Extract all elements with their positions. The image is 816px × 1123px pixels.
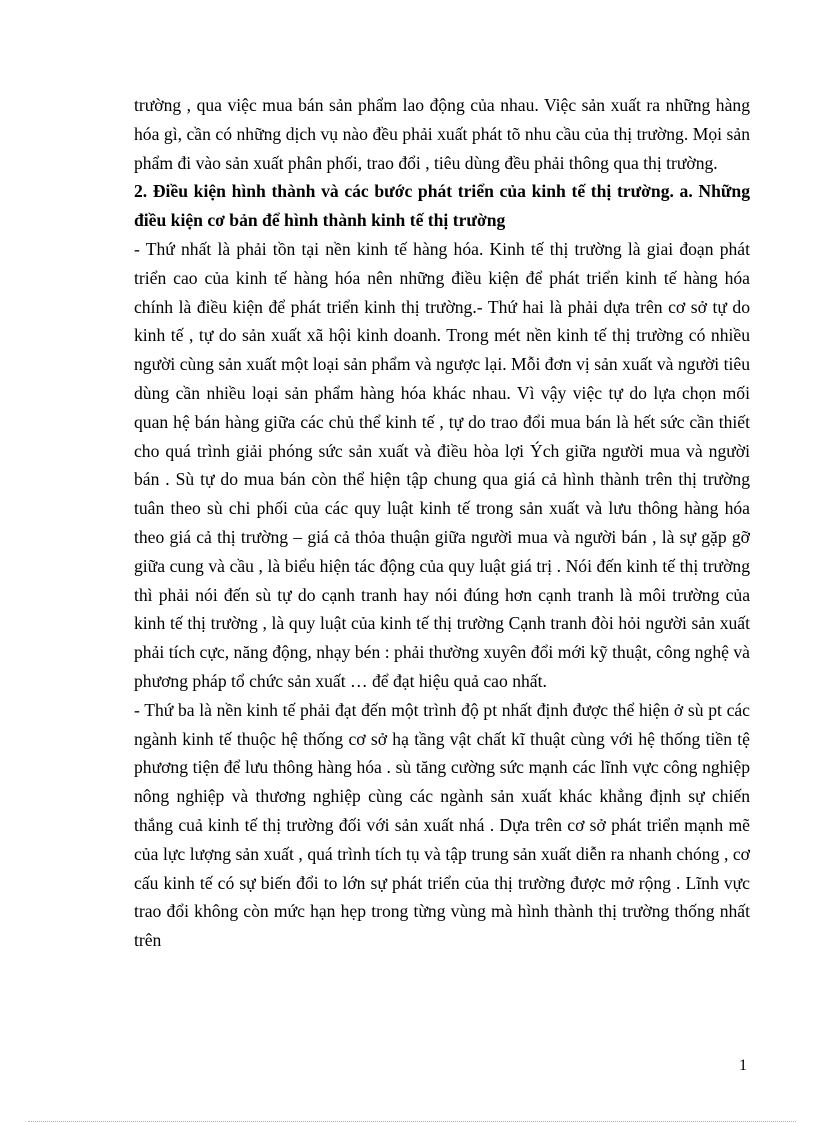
paragraph-condition-3: - Thứ ba là nền kinh tế phải đạt đến một trình độ pt nhất định được thể hiện ở sù pt các ngành kinh tế thuộc hệ thống cơ sở hạ tầng vật chất kĩ thuật cùng với hệ thống tiền tệ phương tiện để lưu thông hàng hóa . sù tăng cường sức mạnh các lĩnh vực công nghiệp nông nghiệp và thương nghiệp cùng các ngành sản xuất khác khẳng định sự chiến thắng cuả kinh tế thị trường đối với sản xuất nhá . Dựa trên cơ sở phát triển mạnh mẽ của lực lượng sản xuất , quá trình tích tụ và tập trung sản xuất diễn ra nhanh chóng , cơ cấu kinh tế có sự biến đổi to lớn sự phát triển của thị trường được mở rộng . Lĩnh vực trao đổi không còn mức hạn hẹp trong từng vùng mà hình thành thị trường thống nhất trên xyxy=(134,699,750,951)
paragraph-intro: trường , qua việc mua bán sản phẩm lao động của nhau. Việc sản xuất ra những hàng hóa gì, cần có những dịch vụ nào đều phải xuất phát tõ nhu cầu của thị trường. Mọi sản phẩm đi vào sản xuất phân phối, trao đổi , tiêu dùng đều phải thông qua thị trường. xyxy=(134,95,750,173)
page-content xyxy=(134,91,750,955)
page-number: 1 xyxy=(739,1057,747,1074)
section-heading: 2. Điều kiện hình thành và các bước phát triển của kinh tế thị trường. a. Những điều kiện cơ bản để hình thành kinh tế thị trường xyxy=(134,181,750,231)
page-bottom-divider xyxy=(28,1121,796,1122)
paragraph-condition-1-2: - Thứ nhất là phải tồn tại nền kinh tế hàng hóa. Kinh tế thị trường là giai đoạn phát triển cao của kinh tế hàng hóa nên những điều kiện để phát triển kinh tế hàng hóa chính là điều kiện để phát triển kinh thị trường.- Thứ hai là phải dựa trên cơ sở tự do kinh tế , tự do sản xuất xã hội kinh doanh. Trong mét nền kinh tế thị trường có nhiều người cùng sản xuất một loại sản phẩm và ngược lại. Mỗi đơn vị sản xuất và người tiêu dùng cần nhiều loại sản phẩm hàng hóa khác nhau. Vì vậy việc tự do lựa chọn mối quan hệ bán hàng giữa các chủ thể kinh tế , tự do trao đổi mua bán là hết sức cần thiết cho quá trình giải phóng sức sản xuất và điều hòa lợi Ých giữa người mua và người bán . Sù tự do mua bán còn thể hiện tập chung qua giá cả hình thành trên thị trường tuân theo sù chi phối của các quy luật kinh tế trong sản xuất và lưu thông hàng hóa theo giá cả thị trường – giá cả thỏa thuận giữa người mua và người bán , là sự gặp gỡ giữa cung và cầu , là biểu hiện tác động của quy luật giá trị . Nói đến kinh tế thị trường thì phải nói đến sù tự do cạnh tranh hay nói đúng hơn cạnh tranh là môi trường của kinh tế thị trường , là quy luật của kinh tế thị trường Cạnh tranh đòi hỏi người sản xuất phải tích cực, năng động, nhạy bén : phải thường xuyên đổi mới kỹ thuật, công nghệ và phương pháp tổ chức sản xuất … để đạt hiệu quả cao nhất. xyxy=(134,238,750,691)
